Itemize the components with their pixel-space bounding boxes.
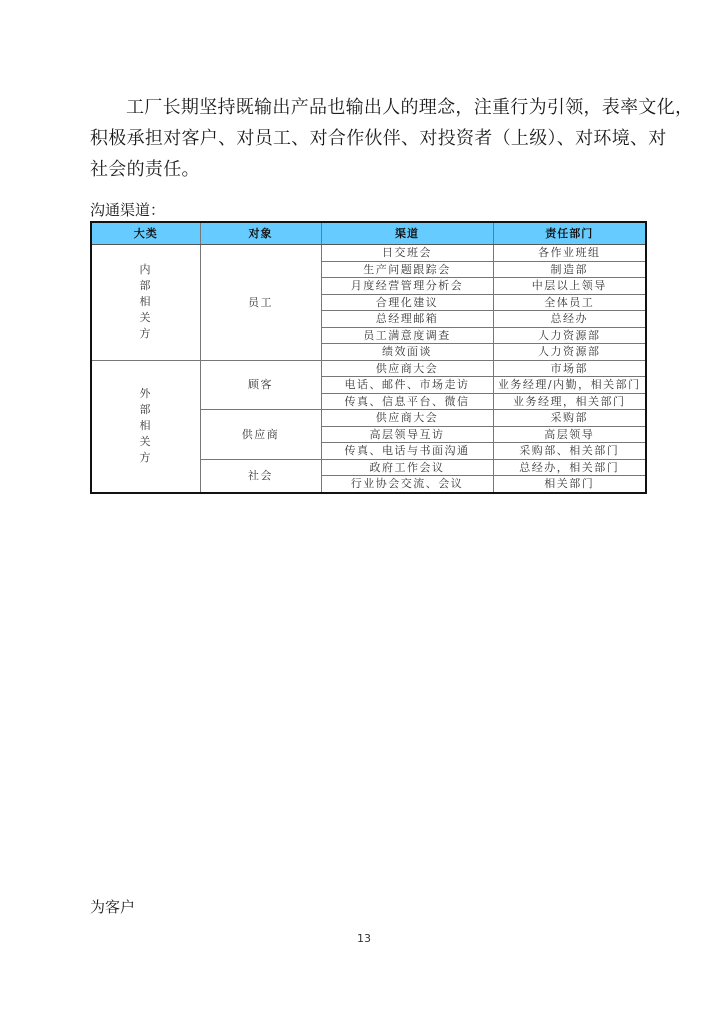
dept-cell: 市场部 xyxy=(493,360,646,377)
dept-cell: 中层以上领导 xyxy=(493,278,646,295)
channel-cell: 员工满意度调查 xyxy=(321,327,493,344)
channel-cell: 供应商大会 xyxy=(321,410,493,427)
category-char: 方 xyxy=(139,327,152,341)
channel-cell: 电话、邮件、市场走访 xyxy=(321,377,493,394)
channel-cell: 传真、电话与书面沟通 xyxy=(321,443,493,460)
object-cell: 员工 xyxy=(200,245,321,361)
channel-cell: 月度经营管理分析会 xyxy=(321,278,493,295)
dept-cell: 相关部门 xyxy=(493,476,646,493)
header-object: 对象 xyxy=(200,222,321,245)
category-internal xyxy=(91,245,200,361)
dept-cell: 业务经理，相关部门 xyxy=(493,393,646,410)
channel-cell: 供应商大会 xyxy=(321,360,493,377)
object-cell: 顾客 xyxy=(200,360,321,410)
page-number: 13 xyxy=(357,932,371,945)
header-department: 责任部门 xyxy=(493,222,646,245)
section-heading-for-customers: 为客户 xyxy=(90,898,136,916)
channel-cell: 总经理邮箱 xyxy=(321,311,493,328)
table-header-row xyxy=(91,222,646,245)
dept-cell: 采购部、相关部门 xyxy=(493,443,646,460)
intro-line-3: 社会的责任。 xyxy=(90,159,200,180)
category-char: 外 xyxy=(139,387,152,400)
channel-cell: 合理化建议 xyxy=(321,294,493,311)
category-char: 方 xyxy=(139,451,152,464)
channel-cell: 行业协会交流、会议 xyxy=(321,476,493,493)
channel-cell: 传真、信息平台、微信 xyxy=(321,393,493,410)
category-char: 内 xyxy=(139,263,152,277)
channel-cell: 高层领导互访 xyxy=(321,426,493,443)
dept-cell: 总经办 xyxy=(493,311,646,328)
category-char: 关 xyxy=(139,311,152,325)
intro-line-2: 积极承担对客户、对员工、对合作伙伴、对投资者（上级）、对环境、对 xyxy=(90,128,667,149)
category-char: 相 xyxy=(139,419,152,432)
dept-cell: 业务经理/内勤，相关部门 xyxy=(493,377,646,394)
table-row xyxy=(91,245,646,262)
dept-cell: 高层领导 xyxy=(493,426,646,443)
category-char: 相 xyxy=(139,295,152,309)
channel-cell: 生产问题跟踪会 xyxy=(321,261,493,278)
intro-line-1: 工厂长期坚持既输出产品也输出人的理念，注重行为引领，表率文化， xyxy=(126,97,694,118)
channel-cell: 日交班会 xyxy=(321,245,493,262)
channel-cell: 绩效面谈 xyxy=(321,344,493,361)
dept-cell: 制造部 xyxy=(493,261,646,278)
table-caption: 沟通渠道： xyxy=(90,201,166,219)
category-char: 关 xyxy=(139,435,152,448)
dept-cell: 采购部 xyxy=(493,410,646,427)
header-category: 大类 xyxy=(91,222,200,245)
channel-cell: 政府工作会议 xyxy=(321,459,493,476)
dept-cell: 人力资源部 xyxy=(493,344,646,361)
category-char: 部 xyxy=(139,279,152,293)
dept-cell: 全体员工 xyxy=(493,294,646,311)
dept-cell: 总经办，相关部门 xyxy=(493,459,646,476)
dept-cell: 各作业班组 xyxy=(493,245,646,262)
table-row xyxy=(91,360,646,377)
object-cell: 供应商 xyxy=(200,410,321,460)
dept-cell: 人力资源部 xyxy=(493,327,646,344)
intro-paragraph xyxy=(90,92,694,185)
category-char: 部 xyxy=(139,403,152,416)
communication-channels-table xyxy=(90,221,647,494)
object-cell: 社会 xyxy=(200,459,321,493)
category-external xyxy=(91,360,200,493)
header-channel: 渠道 xyxy=(321,222,493,245)
